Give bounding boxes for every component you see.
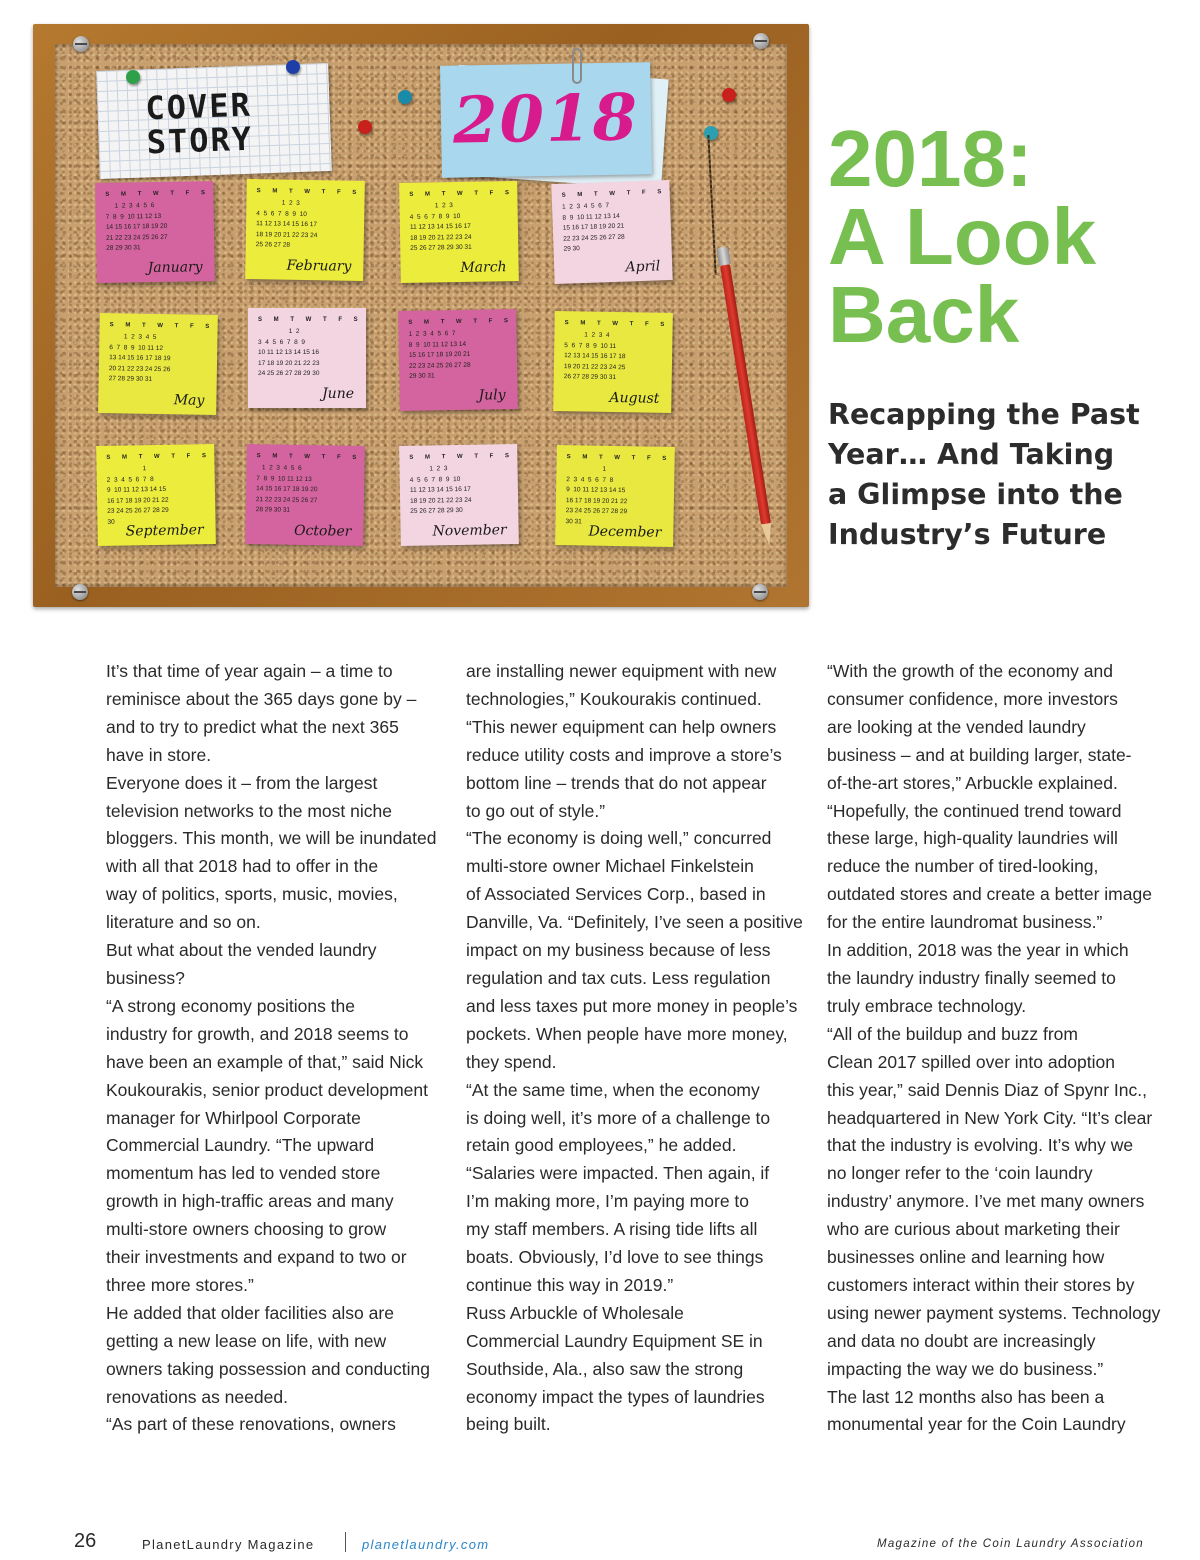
magazine-name: PlanetLaundry Magazine [142, 1537, 315, 1552]
text-line: “The economy is doing well,” concurred [466, 828, 772, 849]
text-line: and data no doubt are increasingly [827, 1330, 1096, 1351]
text-line: consumer confidence, more investors [827, 688, 1118, 709]
text-line: industry’ anymore. I’ve met many owners [827, 1191, 1145, 1212]
text-line: are installing newer equipment with new [466, 661, 777, 681]
text-line: It’s that time of year again – a time to [106, 661, 393, 681]
article-headline [828, 114, 1188, 359]
text-line: Southside, Ala., also saw the strong [466, 1358, 744, 1379]
month-note-september [96, 444, 216, 546]
text-line: “Hopefully, the continued trend toward [827, 800, 1122, 821]
text-line: boats. Obviously, I’d love to see things [466, 1247, 764, 1268]
weekday-header: S M T W T F S [409, 190, 515, 198]
text-line: continue this way in 2019.” [466, 1274, 674, 1295]
text-line: of-the-art stores,” Arbuckle explained. [827, 772, 1118, 793]
month-name: March [460, 259, 507, 276]
text-line: Everyone does it – from the largest [106, 772, 378, 793]
pushpin-icon [398, 90, 412, 104]
month-name: June [322, 386, 354, 402]
text-line: business – and at building larger, state- [827, 744, 1132, 765]
text-line: Russ Arbuckle of Wholesale [466, 1302, 684, 1323]
subheading-line: Industry’s Future [828, 518, 1107, 551]
text-line: and to try to predict what the next 365 [106, 716, 399, 737]
month-days: 1 2 3 4 5 6 7 8 9 10 11 12 13 14 15 16 17 18 19 20 21 22 23 24 25 26 27 28 29 30 [561, 202, 625, 253]
month-name: February [286, 257, 352, 275]
text-line: growth in high-traffic areas and many [106, 1191, 394, 1212]
cover-story-line2: STORY [146, 119, 254, 162]
text-line: these large, high-quality laundries will [827, 828, 1118, 849]
text-line: they spend. [466, 1051, 557, 1072]
month-name: May [173, 392, 205, 409]
weekday-header: S M T W T F S [106, 453, 212, 461]
text-line: being built. [466, 1414, 551, 1435]
text-line: impact on my business because of less [466, 940, 771, 961]
text-line: bottom line – trends that do not appear [466, 772, 767, 793]
text-line: renovations as needed. [106, 1386, 288, 1407]
text-line: He added that older facilities also are [106, 1302, 394, 1323]
text-line: monumental year for the Coin Laundry [827, 1414, 1126, 1435]
text-line: “This newer equipment can help owners [466, 716, 777, 737]
weekday-header: S M T W T F S [258, 317, 363, 323]
month-name: August [609, 389, 660, 407]
month-days: 1 2 3 4 5 6 7 8 9 10 11 12 13 14 15 16 17 18 19 20 21 22 23 24 25 26 27 28 29 30 [106, 465, 169, 526]
text-line: with all that 2018 had to offer in the [106, 856, 379, 877]
text-line: “All of the buildup and buzz from [827, 1023, 1078, 1044]
month-note-april [551, 180, 672, 284]
text-line: are looking at the vended laundry [827, 716, 1086, 737]
month-note-august [553, 311, 673, 413]
text-line: and less taxes put more money in people’s [466, 995, 798, 1016]
year-note [440, 62, 652, 178]
text-line: bloggers. This month, we will be inundated [106, 828, 437, 849]
text-line: reduce utility costs and improve a store’s [466, 744, 782, 765]
text-line: using newer payment systems. Technology [827, 1302, 1161, 1323]
text-line: customers interact within their stores by [827, 1274, 1135, 1295]
subheading-line: Recapping the Past [828, 398, 1140, 431]
text-line: Danville, Va. “Definitely, I’ve seen a positive [466, 912, 803, 933]
text-line: regulation and tax cuts. Less regulation [466, 967, 771, 988]
pushpin-icon [286, 60, 300, 74]
month-note-october [245, 444, 365, 546]
screw-icon [73, 36, 89, 52]
text-line: getting a new lease on life, with new [106, 1330, 387, 1351]
article-subheading [828, 395, 1168, 555]
text-line: Commercial Laundry Equipment SE in [466, 1330, 763, 1351]
text-line: that the industry is evolving. It’s why we [827, 1135, 1134, 1156]
footer-divider [345, 1532, 346, 1552]
cover-story-label [144, 85, 254, 162]
screw-icon [753, 33, 769, 49]
weekday-header: S M T W T F S [256, 453, 362, 461]
text-line: “As part of these renovations, owners [106, 1414, 396, 1435]
text-line: of Associated Services Corp., based in [466, 884, 766, 905]
month-days: 1 2 3 4 5 6 7 8 9 10 11 12 13 14 15 16 17 18 19 20 21 22 23 24 25 26 27 28 29 30 [258, 328, 320, 377]
month-name: January [147, 259, 203, 277]
weekday-header: S M T W T F S [408, 318, 514, 326]
page-footer [0, 1530, 1200, 1560]
subheading-line: a Glimpse into the [828, 478, 1123, 511]
month-name: November [432, 522, 507, 540]
text-line: who are curious about marketing their [827, 1219, 1120, 1240]
text-line: In addition, 2018 was the year in which [827, 940, 1129, 961]
text-line: my staff members. A rising tide lifts all [466, 1219, 758, 1240]
month-note-june [248, 308, 366, 408]
weekday-header: S M T W T F S [256, 188, 362, 196]
text-line: business? [106, 967, 185, 988]
website-link[interactable]: planetlaundry.com [362, 1537, 490, 1552]
month-note-january [95, 181, 215, 283]
text-line: reduce the number of tired-looking, [827, 856, 1099, 877]
article-column-3 [827, 658, 1161, 1439]
text-line: Commercial Laundry. “The upward [106, 1135, 375, 1156]
pushpin-icon [126, 70, 140, 84]
text-line: have in store. [106, 744, 212, 765]
text-line: I’m making more, I’m paying more to [466, 1191, 750, 1212]
month-note-may [98, 313, 218, 415]
month-days: 1 2 3 4 5 6 7 8 9 10 11 12 13 14 15 16 17 18 19 20 21 22 23 24 25 26 27 28 29 30 31 [255, 464, 318, 514]
month-note-march [399, 181, 519, 283]
text-line: multi-store owners choosing to grow [106, 1219, 387, 1240]
screw-icon [72, 584, 88, 600]
year-label: 2018 [452, 80, 640, 159]
text-line: pockets. When people have more money, [466, 1023, 788, 1044]
month-days: 1 2 3 4 5 6 7 8 9 10 11 12 13 14 15 16 17 18 19 20 21 22 23 24 25 26 27 28 29 30 31 [409, 202, 472, 252]
headline-line: Back [828, 270, 1020, 359]
text-line: technologies,” Koukourakis continued. [466, 688, 762, 709]
cover-story-line1: COVER [144, 85, 253, 128]
weekday-header: S M T W T F S [561, 189, 667, 199]
text-line: “With the growth of the economy and [827, 661, 1113, 681]
text-line: literature and so on. [106, 912, 261, 933]
month-note-november [399, 444, 519, 546]
subheading-line: Year… And Taking [828, 438, 1115, 471]
article-column-2 [466, 658, 803, 1439]
text-line: businesses online and learning how [827, 1247, 1105, 1268]
weekday-header: S M T W T F S [109, 322, 215, 330]
paperclip-icon [572, 48, 582, 84]
month-name: December [588, 523, 662, 541]
headline-line: 2018: [828, 114, 1033, 203]
text-line: the laundry industry finally seemed to [827, 967, 1116, 988]
weekday-header: S M T W T F S [105, 190, 211, 198]
text-line: multi-store owner Michael Finkelstein [466, 856, 754, 877]
text-line: owners taking possession and conducting [106, 1358, 430, 1379]
month-name: October [293, 522, 352, 540]
month-name: September [125, 522, 204, 540]
pushpin-icon [358, 120, 372, 134]
text-line: three more stores.” [106, 1274, 254, 1295]
text-line: headquartered in New York City. “It’s clear [827, 1107, 1153, 1128]
text-line: television networks to the most niche [106, 800, 392, 821]
month-days: 1 2 3 4 5 6 7 8 9 10 11 12 13 14 15 16 17 18 19 20 21 22 23 24 25 26 27 28 [255, 199, 318, 249]
month-note-july [398, 309, 518, 411]
text-line: economy impact the types of laundries [466, 1386, 765, 1407]
text-line: this year,” said Dennis Diaz of Spynr Inc., [827, 1079, 1147, 1100]
month-days: 1 2 3 4 5 6 7 8 9 10 11 12 13 14 15 16 17 18 19 20 21 22 23 24 25 26 27 28 29 30 31 [108, 333, 171, 383]
month-days: 1 2 3 4 5 6 7 8 9 10 11 12 13 14 15 16 17 18 19 20 21 22 23 24 25 26 27 28 29 30 31 [408, 330, 471, 380]
pushpin-icon [722, 88, 736, 102]
text-line: Koukourakis, senior product development [106, 1079, 428, 1100]
month-note-december [555, 445, 675, 547]
text-line: retain good employees,” he added. [466, 1135, 737, 1156]
text-line: industry for growth, and 2018 seems to [106, 1023, 409, 1044]
page-number: 26 [74, 1530, 97, 1552]
text-line: no longer refer to the ‘coin laundry [827, 1163, 1093, 1184]
text-line: “Salaries were impacted. Then again, if [466, 1163, 770, 1184]
headline-line: A Look [828, 192, 1097, 281]
text-line: reminisce about the 365 days gone by – [106, 688, 417, 709]
weekday-header: S M T W T F S [566, 454, 672, 462]
month-name: July [478, 387, 506, 404]
text-line: Clean 2017 spilled over into adoption [827, 1051, 1115, 1072]
text-line: outdated stores and create a better image [827, 884, 1152, 905]
text-line: their investments and expand to two or [106, 1247, 407, 1268]
text-line: “At the same time, when the economy [466, 1079, 760, 1100]
text-line: manager for Whirlpool Corporate [106, 1107, 361, 1128]
text-line: to go out of style.” [466, 800, 606, 821]
text-line: way of politics, sports, music, movies, [106, 884, 398, 905]
text-line: momentum has led to vended store [106, 1163, 381, 1184]
month-days: 1 2 3 4 5 6 7 8 9 10 11 12 13 14 15 16 17 18 19 20 21 22 23 24 25 26 27 28 29 30 31 [105, 202, 168, 252]
month-days: 1 2 3 4 5 6 7 8 9 10 11 12 13 14 15 16 17 18 19 20 21 22 23 24 25 26 27 28 29 30 31 [565, 465, 628, 525]
month-days: 1 2 3 4 5 6 7 8 9 10 11 12 13 14 15 16 17 18 19 20 21 22 23 24 25 26 27 28 29 30 [409, 465, 472, 515]
text-line: truly embrace technology. [827, 995, 1027, 1016]
text-line: have been an example of that,” said Nick [106, 1051, 424, 1072]
text-line: But what about the vended laundry [106, 940, 377, 961]
month-days: 1 2 3 4 5 6 7 8 9 10 11 12 13 14 15 16 17 18 19 20 21 22 23 24 25 26 27 28 29 30 31 [563, 331, 626, 382]
text-line: is doing well, it’s more of a challenge to [466, 1107, 771, 1128]
text-line: for the entire laundromat business.” [827, 912, 1103, 933]
text-line: The last 12 months also has been a [827, 1386, 1105, 1407]
month-name: April [625, 258, 661, 276]
pushpin-icon [704, 126, 718, 140]
weekday-header: S M T W T F S [564, 320, 670, 328]
month-note-february [245, 179, 365, 281]
article-column-1 [106, 658, 436, 1439]
association-tagline: Magazine of the Coin Laundry Association [876, 1538, 1144, 1550]
weekday-header: S M T W T F S [409, 453, 515, 461]
text-line: “A strong economy positions the [106, 995, 356, 1016]
screw-icon [752, 584, 768, 600]
text-line: impacting the way we do business.” [827, 1358, 1104, 1379]
